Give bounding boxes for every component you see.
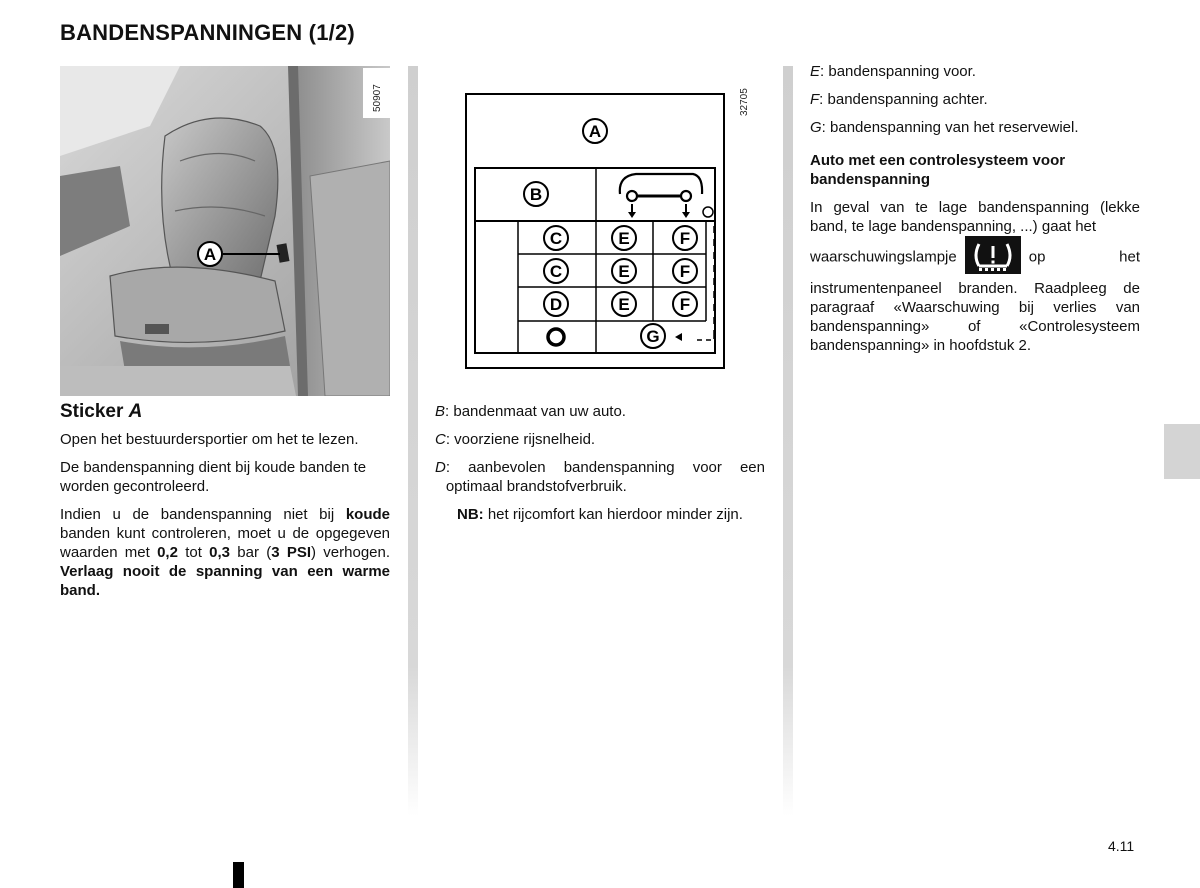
diagram-label: C	[549, 262, 563, 281]
diagram-label: C	[549, 229, 563, 248]
diagram-label: E	[618, 262, 630, 281]
diagram-label: E	[618, 229, 630, 248]
left-column	[60, 402, 390, 609]
column-divider	[783, 66, 793, 816]
paragraph: Indien u de bandenspanning niet bij koude banden kunt controleren, moet u de opgegeven waarden met 0,2 tot 0,3 bar (3 PSI) verhogen. Verlaag nooit de spanning van een warme band.	[60, 506, 391, 599]
tyre-pressure-label-diagram	[458, 88, 733, 378]
sticker-heading: Sticker A	[60, 401, 143, 422]
diagram-label: D	[549, 295, 563, 314]
footer-marker	[233, 862, 244, 888]
paragraph: De bandenspanning dient bij koude banden te worden gecontroleerd.	[60, 459, 367, 495]
spare-wheel-icon	[548, 329, 564, 345]
middle-column	[435, 402, 765, 533]
callout-label: A	[203, 245, 217, 264]
section-heading: Auto met een controlesysteem voor bandenspanning	[810, 152, 1066, 188]
list-item: D : aanbevolen bandenspanning voor een optimaal brandstofverbruik.	[435, 459, 765, 495]
right-column	[810, 62, 1140, 364]
page-title: BANDENSPANNINGEN (1/2)	[60, 20, 355, 45]
section-thumb-tab	[1164, 424, 1200, 479]
paragraph: Open het bestuurdersportier om het te lezen.	[60, 431, 359, 448]
diagram-label: E	[618, 295, 630, 314]
image-code: 50907	[372, 84, 383, 112]
list-item: F : bandenspanning achter.	[810, 91, 988, 108]
list-item: C : voorziene rijsnelheid.	[435, 431, 596, 448]
nb-note: NB: het rijcomfort kan hierdoor minder zijn.	[457, 506, 743, 523]
diagram-label: F	[679, 295, 691, 314]
diagram-label: G	[646, 327, 660, 346]
diagram-label: A	[588, 122, 602, 141]
list-item: E : bandenspanning voor.	[810, 63, 976, 80]
page-number: 4.11	[1108, 838, 1135, 854]
column-divider	[408, 66, 418, 816]
door-sticker-illustration	[60, 66, 390, 396]
tyre-pressure-warning-icon	[965, 236, 1021, 279]
list-item: G : bandenspanning van het reservewiel.	[810, 119, 1079, 136]
paragraph: waarschuwingslampje op het instrumentenpaneel branden. Raadpleeg de paragraaf «Waarschuwing bij verlies van bandenspanning» of «Controlesysteem bandenspanning» in hoofdstuk 2.	[810, 236, 1140, 355]
image-code: 32705	[739, 88, 750, 116]
list-item: B : bandenmaat van uw auto.	[435, 403, 626, 420]
paragraph: In geval van te lage bandenspanning (lekke band, te lage bandenspanning, ...) gaat het	[810, 199, 1140, 235]
diagram-label: F	[679, 262, 691, 281]
diagram-label: B	[529, 185, 543, 204]
diagram-label: F	[679, 229, 691, 248]
